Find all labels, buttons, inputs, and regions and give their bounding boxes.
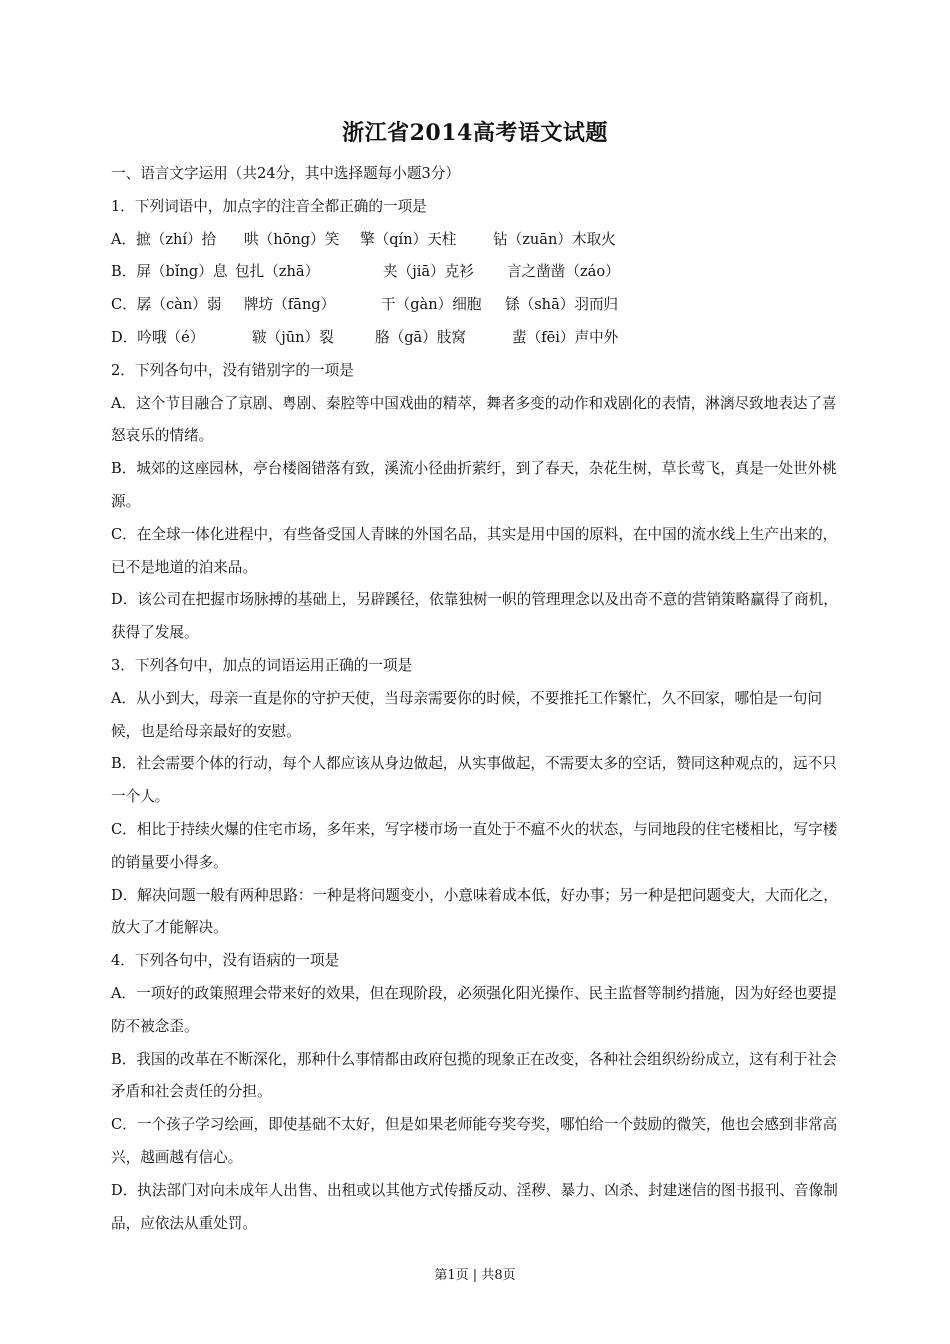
question-2-option-a: A．这个节目融合了京剧、粤剧、秦腔等中国戏曲的精萃，舞者多变的动作和戏剧化的表情，淋漓尽致地表达了喜怒哀乐的情绪。 (111, 394, 837, 445)
question-4-option-c: C．一个孩子学习绘画，即使基础不太好，但是如果老师能夸奖夸奖，哪怕给一个鼓励的微笑，他也会感到非常高兴，越画越有信心。 (111, 1116, 838, 1166)
question-3-option-a: A．从小到大，母亲一直是你的守护天使，当母亲需要你的时候，不要推托工作繁忙，久不回家，哪怕是一句问候，也是给母亲最好的安慰。 (111, 689, 823, 740)
question-4-option-d: D．执法部门对向未成年人出售、出租或以其他方式传播反动、淫秽、暴力、凶杀、封建迷信的图书报刊、音像制品，应依法从重处罚。 (111, 1181, 838, 1232)
question-2-option-b: B．城郊的这座园林，亭台楼阁错落有致，溪流小径曲折萦纡，到了春天，杂花生树，草长莺飞，真是一处世外桃源。 (111, 460, 837, 510)
question-3-option-d: D．解决问题一般有两种思路：一种是将问题变小，小意味着成本低，好办事；另一种是把问题变大，大而化之，放大了才能解决。 (111, 886, 838, 937)
question-1-option-b: B．屏（bǐng）息 包扎（zhā） 夹（jiā）克衫 言之凿凿（záo） (111, 263, 620, 281)
question-2-option-c: C．在全球一体化进程中，有些备受国人青睐的外国名品，其实是用中国的原料，在中国的流水线上生产出来的，已不是地道的泊来品。 (111, 525, 838, 576)
question-1-option-a: A．摭（zhí）拾 哄（hōng）笑 擎（qín）天柱 钻（zuān）木取火 (111, 230, 616, 248)
question-3-option-b: B．社会需要个体的行动，每个人都应该从身边做起，从实事做起，不需要太多的空话，赞同这种观点的，远不只一个人。 (111, 755, 837, 806)
question-4-option-b: B．我国的改革在不断深化，那种什么事情都由政府包揽的现象正在改变，各种社会组织纷纷成立，这有利于社会矛盾和社会责任的分担。 (111, 1050, 837, 1101)
question-4-option-a: A．一项好的政策照理会带来好的效果，但在现阶段，必须强化阳光操作、民主监督等制约措施，因为好经也要提防不被念歪。 (111, 984, 837, 1035)
question-2-stem: 2．下列各句中，没有错别字的一项是 (111, 361, 354, 379)
question-2-option-d: D．该公司在把握市场脉搏的基础上，另辟蹊径，依靠独树一帜的管理理念以及出奇不意的营销策略赢得了商机，获得了发展。 (111, 591, 838, 642)
question-1-option-c: C．孱（càn）弱 牌坊（fāng） 干（gàn）细胞 铩（shā）羽而归 (111, 296, 619, 314)
question-4-stem: 4．下列各句中，没有语病的一项是 (111, 952, 340, 970)
question-3-option-c: C．相比于持续火爆的住宅市场，多年来，写字楼市场一直处于不瘟不火的状态，与同地段的住宅楼相比，写字楼的销量要小得多。 (111, 820, 838, 871)
page-title: 浙江省2014高考语文试题 (342, 120, 608, 146)
page-footer: 第1页 | 共8页 (434, 1268, 516, 1283)
question-3-stem: 3．下列各句中，加点的词语运用正确的一项是 (111, 656, 413, 674)
section-heading: 一、语言文字运用（共24分，其中选择题每小题3分） (111, 165, 460, 182)
question-1-option-d: D．吟哦（é） 皲（jūn）裂 胳（gā）肢窝 蜚（fēi）声中外 (111, 328, 619, 346)
question-1-stem: 1．下列词语中，加点字的注音全都正确的一项是 (111, 197, 427, 215)
document-body (111, 158, 841, 1240)
